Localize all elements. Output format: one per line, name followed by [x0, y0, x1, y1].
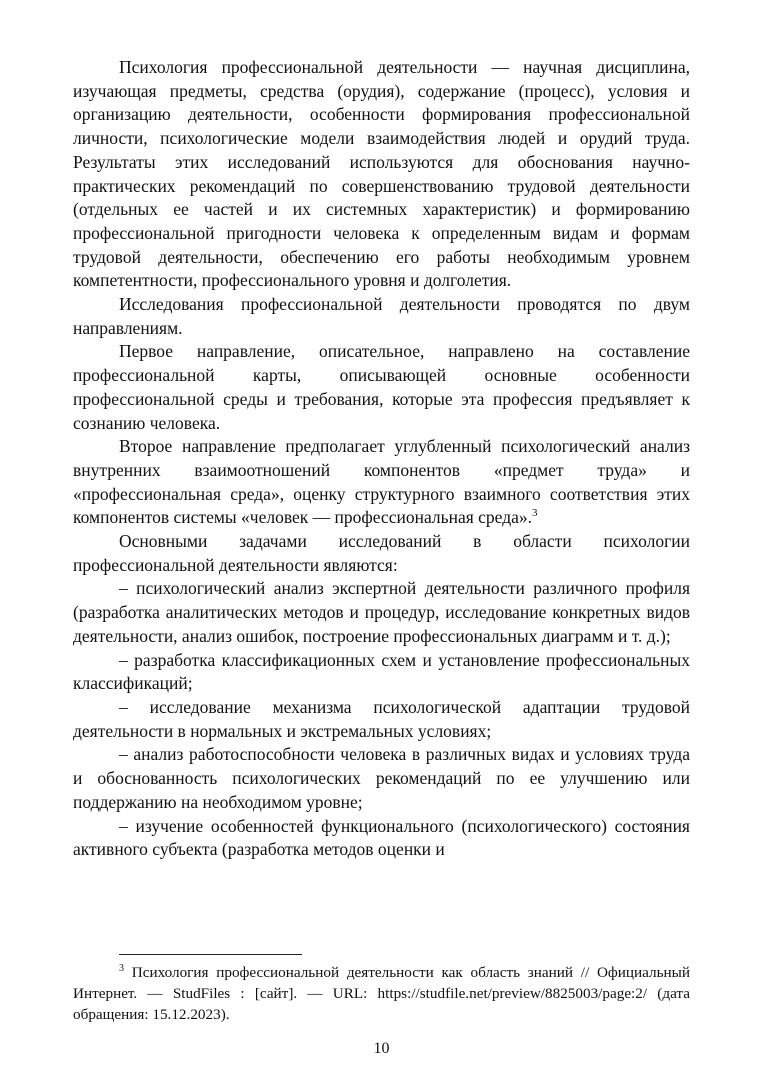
footnote-divider: [119, 954, 302, 955]
list-item: – разработка классификационных схем и установление профессиональных классификаций;: [73, 649, 690, 694]
footnote: [73, 962, 690, 1025]
paragraph-first-direction: Первое направление, описательное, направлено на составление профессиональной карты, описывающей основные особенности профессиональной среды и требования, которые эта профессия предъявляет к сознанию человека.: [73, 341, 690, 433]
list-item: – анализ работоспособности человека в различных видах и условиях труда и обоснованность психологических рекомендаций по ее улучшению или поддержанию на необходимом уровне;: [73, 744, 690, 812]
footnote-reference[interactable]: 3: [532, 507, 538, 520]
footnote-number: 3: [119, 962, 124, 974]
paragraph-directions-intro: Исследования профессиональной деятельности проводятся по двум направлениям.: [73, 294, 690, 338]
paragraph-definition: Психология профессиональной деятельности — научная дисциплина, изучающая предметы, средства (орудия), содержание (процесс), условия и организацию деятельности, особенности формирования профессиональной личности, психологические модели взаимодействия людей и орудий труда. Результаты этих исследований используются для обоснования научно-практических рекомендаций по совершенствованию трудовой деятельности (отдельных ее частей и их системных характеристик) и формированию профессиональной пригодности человека к определенным видам и формам трудовой деятельности, обеспечению его работы необходимым уровнем компетентности, профессионального уровня и долголетия.: [73, 57, 690, 291]
list-item: – исследование механизма психологической адаптации трудовой деятельности в нормальных и экстремальных условиях;: [73, 696, 690, 741]
paragraph-second-direction-text: Второе направление предполагает углубленный психологический анализ внутренних взаимоотношений компонентов «предмет труда» и «профессиональная среда», оценку структурного взаимного соответствия этих компонентов системы «человек — профессиональная среда».: [73, 436, 690, 528]
list-item: – изучение особенностей функционального (психологического) состояния активного субъекта (разработка методов оценки и: [73, 815, 690, 860]
list-item: – психологический анализ экспертной деятельности различного профиля (разработка аналитических методов и процедур, исследование конкретных видов деятельности, анализ ошибок, построение профессиональных диаграмм и т. д.);: [73, 578, 690, 646]
paragraph-second-direction: [73, 435, 690, 530]
page-body: [73, 56, 690, 862]
paragraph-tasks-intro: Основными задачами исследований в области психологии профессиональной деятельности являются:: [73, 531, 690, 575]
page-number: 10: [373, 1040, 390, 1057]
footnote-text: Психология профессиональной деятельности как область знаний // Официальный Интернет. — StudFiles : [сайт]. — URL: https://studfile.net/preview/8825003/page:2/ (дата обращения: 15.12.2023).: [73, 964, 690, 1023]
